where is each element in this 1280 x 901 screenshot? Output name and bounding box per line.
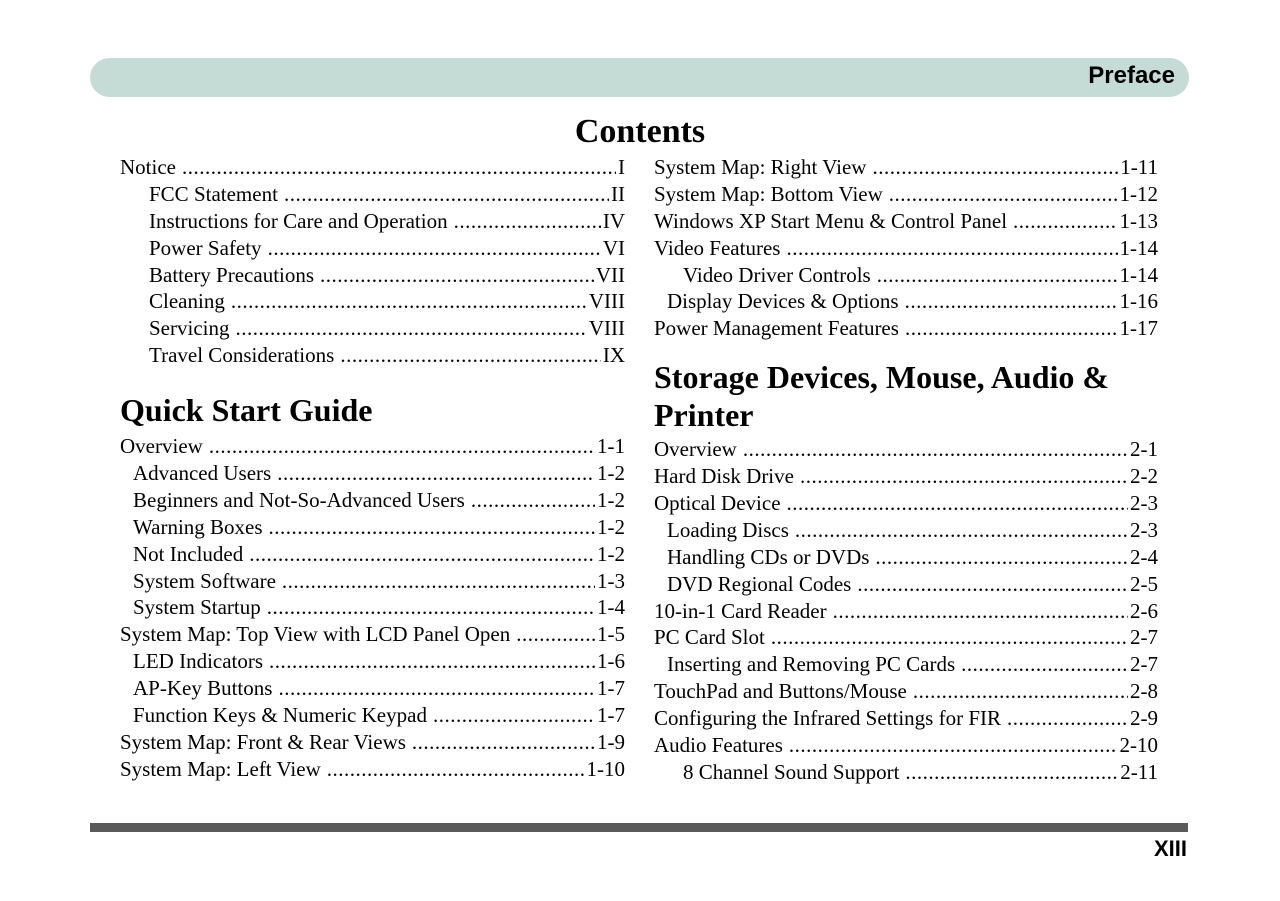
toc-entry-page: 2-9 (1130, 706, 1158, 731)
toc-entry[interactable] (654, 315, 1158, 342)
toc-entry[interactable] (120, 756, 625, 783)
left-column (120, 154, 625, 783)
toc-entry-title: Video Driver Controls (683, 262, 871, 287)
toc-entry[interactable] (654, 759, 1158, 786)
toc-entry-page: 1-4 (597, 595, 625, 620)
toc-entry-page: 1-14 (1119, 235, 1158, 260)
preface-entries (120, 154, 625, 369)
toc-dot-leader (833, 598, 1128, 625)
toc-dot-leader (771, 624, 1128, 651)
toc-entry[interactable] (654, 490, 1158, 517)
toc-entry-page: 2-6 (1130, 598, 1158, 623)
toc-entry[interactable] (120, 433, 625, 460)
toc-entry-page: 2-1 (1130, 437, 1158, 462)
toc-dot-leader (433, 702, 595, 729)
storage-devices-title: Storage Devices, Mouse, Audio & Printer (654, 359, 1110, 434)
toc-entry[interactable] (654, 181, 1158, 208)
toc-dot-leader (268, 235, 601, 262)
toc-entry-page: 1-3 (597, 568, 625, 593)
quick-start-title: Quick Start Guide (120, 392, 373, 429)
toc-entry[interactable] (120, 568, 625, 595)
toc-dot-leader (278, 675, 595, 702)
toc-entry-title: Cleaning (149, 289, 225, 314)
toc-entry[interactable] (654, 262, 1158, 289)
toc-dot-leader (875, 544, 1128, 571)
toc-entry[interactable] (654, 732, 1158, 759)
toc-entry-page: 2-10 (1119, 733, 1158, 758)
toc-entry-title: Servicing (149, 316, 230, 341)
toc-entry-title: Overview (120, 434, 203, 459)
toc-dot-leader (1013, 208, 1117, 235)
toc-dot-leader (454, 208, 601, 235)
toc-entry-page: VIII (588, 316, 625, 341)
toc-entry[interactable] (654, 235, 1158, 262)
toc-entry-page: VI (602, 235, 625, 260)
toc-entry[interactable] (654, 705, 1158, 732)
toc-entry-title: 8 Channel Sound Support (683, 759, 900, 784)
toc-entry-page: IX (602, 343, 625, 368)
toc-dot-leader (340, 342, 601, 369)
storage-entries (654, 436, 1158, 786)
toc-dot-leader (249, 541, 595, 568)
toc-entry[interactable] (120, 594, 625, 621)
toc-entry-page: 1-6 (597, 649, 625, 674)
toc-entry-title: System Map: Front & Rear Views (120, 729, 406, 754)
toc-dot-leader (269, 648, 595, 675)
toc-dot-leader (905, 288, 1118, 315)
footer-bar (90, 823, 1188, 832)
toc-entry-title: Overview (654, 437, 737, 462)
toc-entry-title: System Map: Right View (654, 155, 867, 179)
toc-dot-leader (182, 154, 616, 181)
toc-entry[interactable] (654, 624, 1158, 651)
toc-entry-page: 2-4 (1130, 544, 1158, 569)
toc-entry[interactable] (654, 154, 1158, 181)
toc-dot-leader (231, 288, 587, 315)
toc-entry-title: Video Features (654, 235, 781, 260)
toc-entry[interactable] (120, 154, 625, 181)
toc-entry-page: 1-2 (597, 541, 625, 566)
continued-entries (654, 154, 1158, 342)
toc-entry-page: VIII (588, 289, 625, 314)
toc-dot-leader (905, 759, 1118, 786)
toc-dot-leader (786, 235, 1117, 262)
toc-entry-page: 1-14 (1119, 262, 1158, 287)
toc-entry-title: Battery Precautions (149, 262, 315, 287)
toc-entry-page: 1-13 (1119, 208, 1158, 233)
toc-entry-title: DVD Regional Codes (667, 571, 852, 596)
toc-dot-leader (235, 315, 586, 342)
toc-entry-page: VII (595, 262, 625, 287)
toc-entry-page: 1-10 (586, 756, 625, 781)
toc-entry[interactable] (120, 288, 625, 315)
toc-entry[interactable] (654, 678, 1158, 705)
toc-entry[interactable] (120, 315, 625, 342)
toc-entry-page: 1-11 (1120, 155, 1158, 179)
toc-dot-leader (267, 594, 595, 621)
toc-dot-leader (913, 678, 1128, 705)
toc-entry-title: Power Management Features (654, 316, 899, 341)
toc-dot-leader (327, 756, 585, 783)
toc-entry-page: 1-7 (597, 703, 625, 728)
toc-dot-leader (877, 262, 1118, 289)
toc-entry-page: 2-2 (1130, 464, 1158, 489)
toc-entry-title: Handling CDs or DVDs (667, 544, 870, 569)
toc-entry-title: Hard Disk Drive (654, 464, 794, 489)
toc-entry-title: TouchPad and Buttons/Mouse (654, 679, 907, 704)
toc-entry-title: Instructions for Care and Operation (149, 208, 448, 233)
toc-entry-page: 1-9 (597, 729, 625, 754)
toc-dot-leader (743, 436, 1128, 463)
toc-entry[interactable] (120, 487, 625, 514)
toc-entry[interactable] (120, 675, 625, 702)
toc-entry-page: 2-7 (1130, 625, 1158, 650)
toc-entry-title: Audio Features (654, 733, 783, 758)
toc-entry-title: System Map: Left View (120, 756, 321, 781)
toc-dot-leader (282, 568, 595, 595)
toc-entry-title: System Map: Top View with LCD Panel Open (120, 622, 511, 647)
toc-entry[interactable] (120, 342, 625, 369)
toc-entry-title: Travel Considerations (149, 343, 335, 368)
right-column (654, 154, 1158, 786)
toc-entry[interactable] (120, 208, 625, 235)
toc-entry[interactable] (120, 514, 625, 541)
toc-entry[interactable] (654, 436, 1158, 463)
toc-entry-title: Notice (120, 155, 176, 179)
section-label: Preface (1088, 62, 1175, 89)
toc-entry[interactable] (654, 208, 1158, 235)
toc-entry-page: 2-3 (1130, 517, 1158, 542)
toc-entry-title: Beginners and Not-So-Advanced Users (133, 487, 465, 512)
toc-entry-title: Display Devices & Options (667, 289, 899, 314)
toc-entry-title: System Software (133, 568, 276, 593)
toc-dot-leader (872, 154, 1118, 181)
toc-dot-leader (471, 487, 595, 514)
toc-entry-page: 1-17 (1119, 316, 1158, 341)
toc-entry[interactable] (120, 262, 625, 289)
toc-entry-title: LED Indicators (133, 649, 264, 674)
toc-entry[interactable] (120, 460, 625, 487)
toc-dot-leader (961, 651, 1128, 678)
toc-dot-leader (795, 517, 1128, 544)
toc-entry-page: I (618, 155, 625, 179)
header-bar (90, 58, 1189, 97)
toc-entry-title: System Map: Bottom View (654, 181, 883, 206)
toc-entry-page: 2-3 (1130, 491, 1158, 516)
toc-entry-title: Windows XP Start Menu & Control Panel (654, 208, 1008, 233)
quick-start-entries (120, 433, 625, 783)
page-number: XIII (1153, 836, 1187, 861)
toc-entry-title: FCC Statement (149, 181, 278, 206)
toc-entry-title: PC Card Slot (654, 625, 765, 650)
toc-entry-page: 1-7 (597, 676, 625, 701)
toc-entry[interactable] (120, 702, 625, 729)
toc-dot-leader (516, 621, 595, 648)
toc-entry[interactable] (120, 235, 625, 262)
toc-entry-page: 2-8 (1130, 679, 1158, 704)
toc-entry-title: Configuring the Infrared Settings for FIR (654, 706, 1002, 731)
toc-entry-title: AP-Key Buttons (133, 676, 273, 701)
toc-dot-leader (412, 729, 595, 756)
toc-entry[interactable] (654, 651, 1158, 678)
toc-entry-page: 1-5 (597, 622, 625, 647)
toc-entry[interactable] (120, 648, 625, 675)
toc-dot-leader (269, 514, 595, 541)
toc-entry-page: IV (602, 208, 625, 233)
toc-entry[interactable] (654, 544, 1158, 571)
toc-entry-page: 1-2 (597, 461, 625, 486)
toc-entry-page: 1-12 (1119, 181, 1158, 206)
toc-dot-leader (787, 490, 1128, 517)
toc-entry-page: 2-5 (1130, 571, 1158, 596)
toc-entry-title: Loading Discs (667, 517, 789, 542)
toc-entry-title: Power Safety (149, 235, 262, 260)
toc-entry[interactable] (120, 729, 625, 756)
toc-entry[interactable] (654, 598, 1158, 625)
toc-dot-leader (889, 181, 1118, 208)
toc-entry-title: Inserting and Removing PC Cards (667, 652, 956, 677)
toc-entry-title: Function Keys & Numeric Keypad (133, 703, 427, 728)
toc-entry-title: Optical Device (654, 491, 781, 516)
toc-entry-page: 1-2 (597, 514, 625, 539)
toc-dot-leader (320, 262, 594, 289)
toc-entry[interactable] (654, 463, 1158, 490)
toc-dot-leader (284, 181, 609, 208)
toc-entry[interactable] (654, 517, 1158, 544)
toc-dot-leader (800, 463, 1128, 490)
toc-entry-page: 1-1 (597, 434, 625, 459)
toc-entry-title: System Startup (133, 595, 261, 620)
toc-entry[interactable] (120, 541, 625, 568)
toc-dot-leader (209, 433, 595, 460)
toc-entry-page: II (611, 181, 625, 206)
toc-entry-title: 10-in-1 Card Reader (654, 598, 827, 623)
toc-dot-leader (905, 315, 1118, 342)
page-title: Contents (574, 113, 706, 150)
toc-dot-leader (857, 571, 1128, 598)
toc-dot-leader (277, 460, 595, 487)
toc-entry-page: 2-7 (1130, 652, 1158, 677)
toc-dot-leader (789, 732, 1118, 759)
toc-entry[interactable] (120, 181, 625, 208)
toc-entry-title: Warning Boxes (133, 514, 263, 539)
toc-dot-leader (1007, 705, 1128, 732)
toc-entry-page: 2-11 (1120, 759, 1158, 784)
toc-entry[interactable] (654, 288, 1158, 315)
toc-entry-title: Advanced Users (133, 461, 272, 486)
toc-entry[interactable] (120, 621, 625, 648)
toc-entry[interactable] (654, 571, 1158, 598)
toc-entry-page: 1-2 (597, 487, 625, 512)
toc-entry-page: 1-16 (1119, 289, 1158, 314)
toc-entry-title: Not Included (133, 541, 244, 566)
